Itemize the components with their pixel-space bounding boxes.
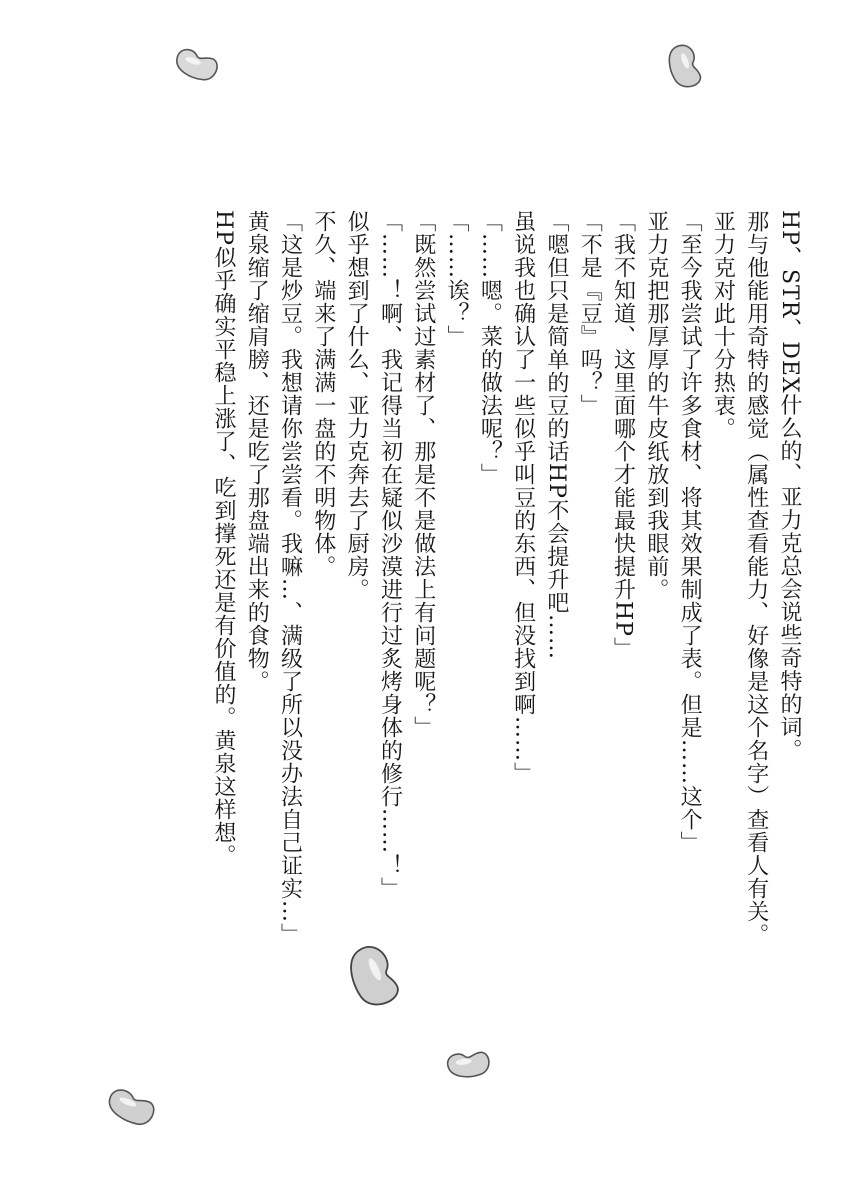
text-line: 亚力克对此十分热衷。 [710,210,736,440]
text-line: 「……诶？」 [444,210,470,348]
text-line: 黄泉缩了缩肩膀、还是吃了那盘端出来的食物。 [244,210,270,693]
text-line: HP、STR、DEX什么的、亚力克总会说些奇特的词。 [777,210,802,762]
text-line: 「至今我尝试了许多食材、将其效果制成了表。但是……这个」 [677,210,703,854]
bean-illustration [444,1046,494,1082]
text-line: 「……嗯。菜的做法呢？」 [477,210,503,486]
bean-illustration [170,45,222,85]
bean-illustration [342,938,402,1012]
text-line: 虽说我也确认了一些似乎叫豆的东西、但没找到啊……」 [510,210,536,785]
text-line: 「嗯但只是简单的豆的话HP不会提升吧…… [543,210,569,660]
text-line: 「我不知道、这里面哪个才能最快提升HP」 [610,210,636,660]
text-line: 「不是『豆』吗？」 [577,210,603,417]
text-line: 「……！啊、我记得当初在疑似沙漠进行过炙烤身体的修行……！」 [377,210,403,900]
text-line: 亚力克把那厚厚的牛皮纸放到我眼前。 [643,210,669,601]
text-line: 「这是炒豆。我想请你尝尝看。我嘛…、满级了所以没办法自己证实…」 [277,210,303,946]
text-line: HP似乎确实平稳上涨了、吃到撑死还是有价值的。黄泉这样想。 [210,210,236,867]
bean-illustration [104,1086,160,1130]
novel-text [56,210,806,946]
text-line: 「既然尝试过素材了、那是不是做法上有问题呢？」 [410,210,436,739]
text-line: 似乎想到了什么、亚力克奔去了厨房。 [344,210,370,601]
text-line: 那与他能用奇特的感觉（属性查看能力、好像是这个名字）查看人有关。 [743,210,769,946]
bean-illustration [660,38,704,90]
text-line: 不久、端来了满满一盘的不明物体。 [310,210,336,578]
